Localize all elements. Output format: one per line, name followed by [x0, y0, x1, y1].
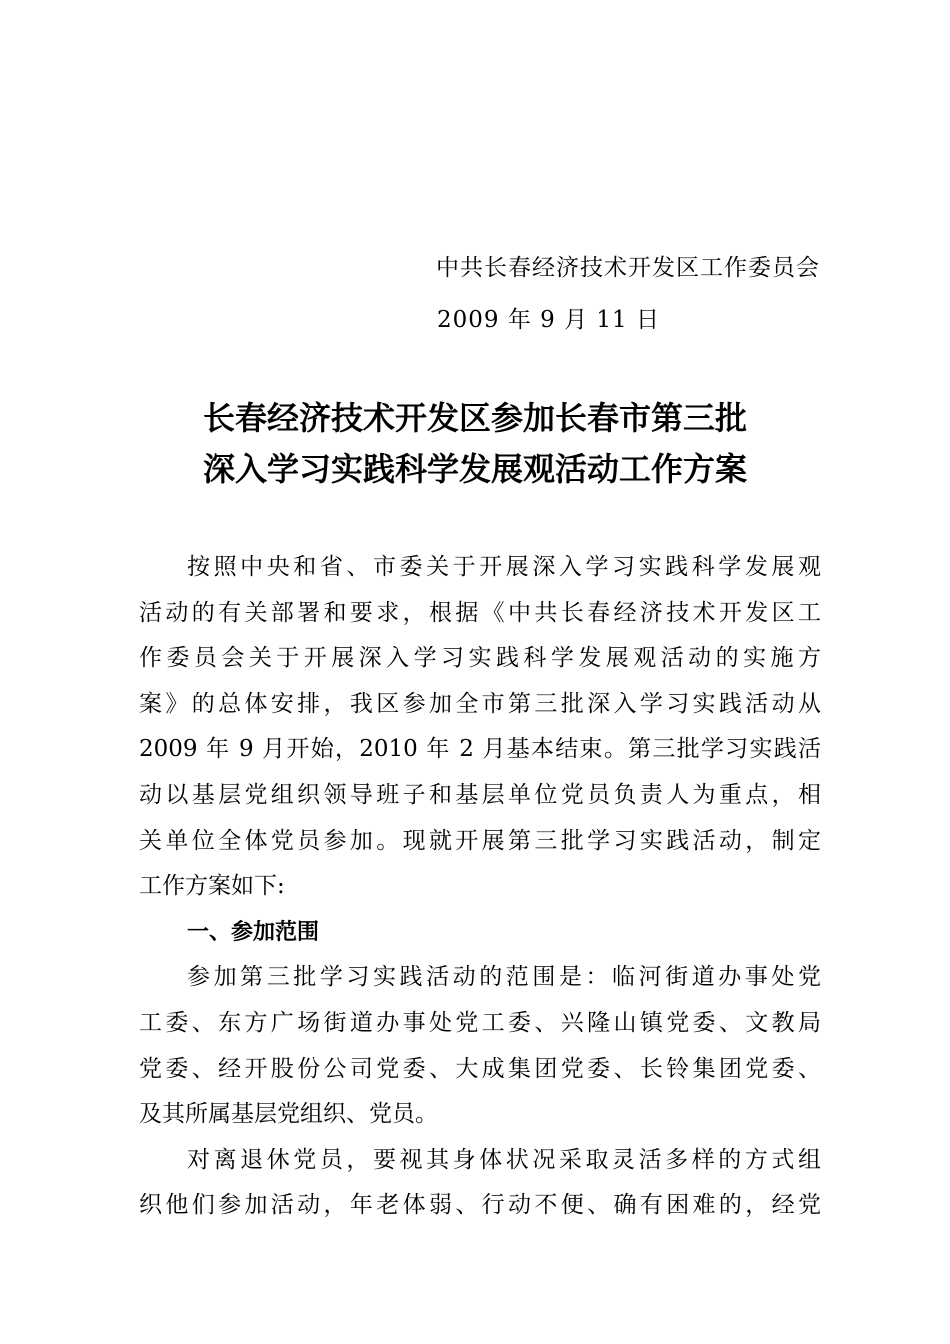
section-heading-1: 一、参加范围 — [187, 919, 320, 945]
paragraph-1-line-6: 动以基层党组织领导班子和基层单位党员负责人为重点，相 — [139, 781, 821, 808]
paragraph-2-line-3: 党委、经开股份公司党委、大成集团党委、长铃集团党委、 — [139, 1055, 821, 1082]
paragraph-1-line-3: 作委员会关于开展深入学习实践科学发展观活动的实施方 — [139, 645, 821, 672]
title-line-1: 长春经济技术开发区参加长春市第三批 — [202, 399, 747, 437]
paragraph-1-line-8: 工作方案如下: — [139, 873, 285, 900]
paragraph-2-line-2: 工委、东方广场街道办事处党工委、兴隆山镇党委、文教局 — [139, 1009, 821, 1036]
paragraph-3-line-1: 对离退休党员，要视其身体状况采取灵活多样的方式组 — [187, 1146, 821, 1173]
paragraph-2-line-1: 参加第三批学习实践活动的范围是：临河街道办事处党 — [187, 964, 821, 991]
paragraph-1-line-7: 关单位全体党员参加。现就开展第三批学习实践活动，制定 — [139, 827, 821, 854]
paragraph-1-line-4: 案》的总体安排，我区参加全市第三批深入学习实践活动从 — [139, 690, 821, 717]
paragraph-3-line-2: 织他们参加活动，年老体弱、行动不便、确有困难的，经党 — [139, 1192, 821, 1219]
paragraph-1-line-5: 2009 年 9 月开始，2010 年 2 月基本结束。第三批学习实践活 — [139, 736, 821, 763]
paragraph-1-line-1: 按照中央和省、市委关于开展深入学习实践科学发展观 — [187, 554, 821, 580]
title-line-2: 深入学习实践科学发展观活动工作方案 — [202, 450, 747, 488]
issuer-name: 中共长春经济技术开发区工作委员会 — [436, 255, 820, 281]
paragraph-2-line-4: 及其所属基层党组织、党员。 — [139, 1101, 438, 1128]
document-body — [139, 545, 821, 1229]
issue-date: 2009 年 9 月 11 日 — [437, 307, 660, 333]
paragraph-1-line-2: 活动的有关部署和要求，根据《中共长春经济技术开发区工 — [139, 599, 821, 626]
document-title — [100, 393, 850, 495]
